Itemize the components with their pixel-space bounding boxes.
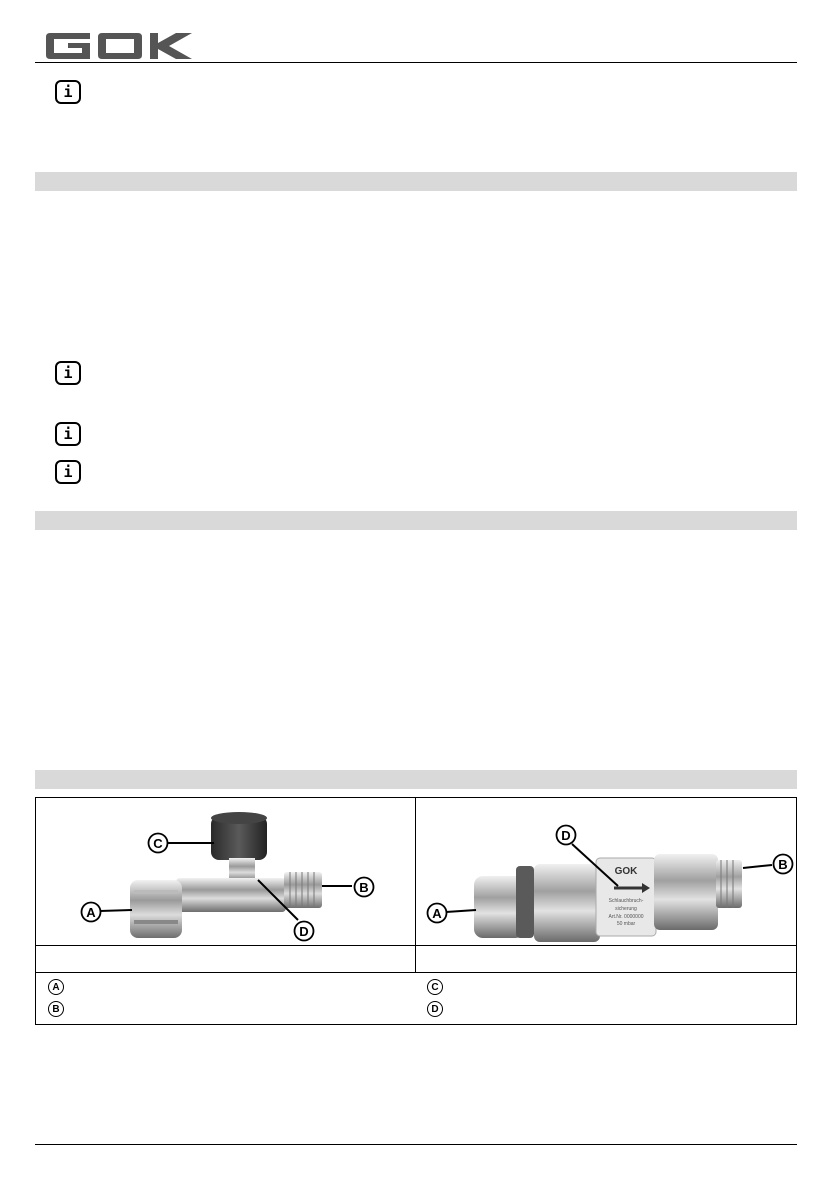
svg-text:A: A (432, 906, 442, 921)
legend-item (48, 977, 70, 997)
info-icon: i (55, 460, 81, 484)
section-heading-band (35, 172, 797, 191)
legend-item (48, 999, 70, 1019)
callout-a (428, 904, 447, 923)
svg-text:B: B (778, 857, 788, 872)
svg-text:Art.Nr. 0000000: Art.Nr. 0000000 (608, 914, 644, 920)
header-rule (35, 62, 797, 63)
gok-logo (46, 33, 192, 59)
svg-text:Schlauchbruch-: Schlauchbruch- (608, 898, 644, 904)
section-heading-band (35, 770, 797, 789)
callout-d (557, 826, 576, 845)
legend-item (427, 977, 449, 997)
callout-c (149, 834, 168, 853)
legend-letter: C (427, 979, 443, 995)
device-brand: GOK (614, 866, 638, 877)
callout-d (295, 922, 314, 941)
callout-a (82, 903, 101, 922)
footer-rule (35, 1144, 797, 1145)
table-divider (35, 972, 797, 973)
left-device-image (36, 798, 414, 944)
svg-text:B: B (359, 880, 369, 895)
callout-b (355, 878, 374, 897)
info-icon: i (55, 361, 81, 385)
svg-text:D: D (299, 924, 309, 939)
callout-b (774, 855, 793, 874)
svg-text:D: D (561, 828, 571, 843)
legend-letter: A (48, 979, 64, 995)
legend-letter: B (48, 1001, 64, 1017)
section-heading-band (35, 511, 797, 530)
svg-text:50 mbar: 50 mbar (616, 921, 636, 927)
svg-text:sicherung: sicherung (615, 906, 637, 912)
svg-text:A: A (86, 905, 96, 920)
svg-text:C: C (153, 836, 163, 851)
info-icon: i (55, 422, 81, 446)
right-device-image (416, 798, 796, 944)
legend-letter: D (427, 1001, 443, 1017)
info-icon: i (55, 80, 81, 104)
table-divider (35, 945, 797, 946)
legend-item (427, 999, 449, 1019)
